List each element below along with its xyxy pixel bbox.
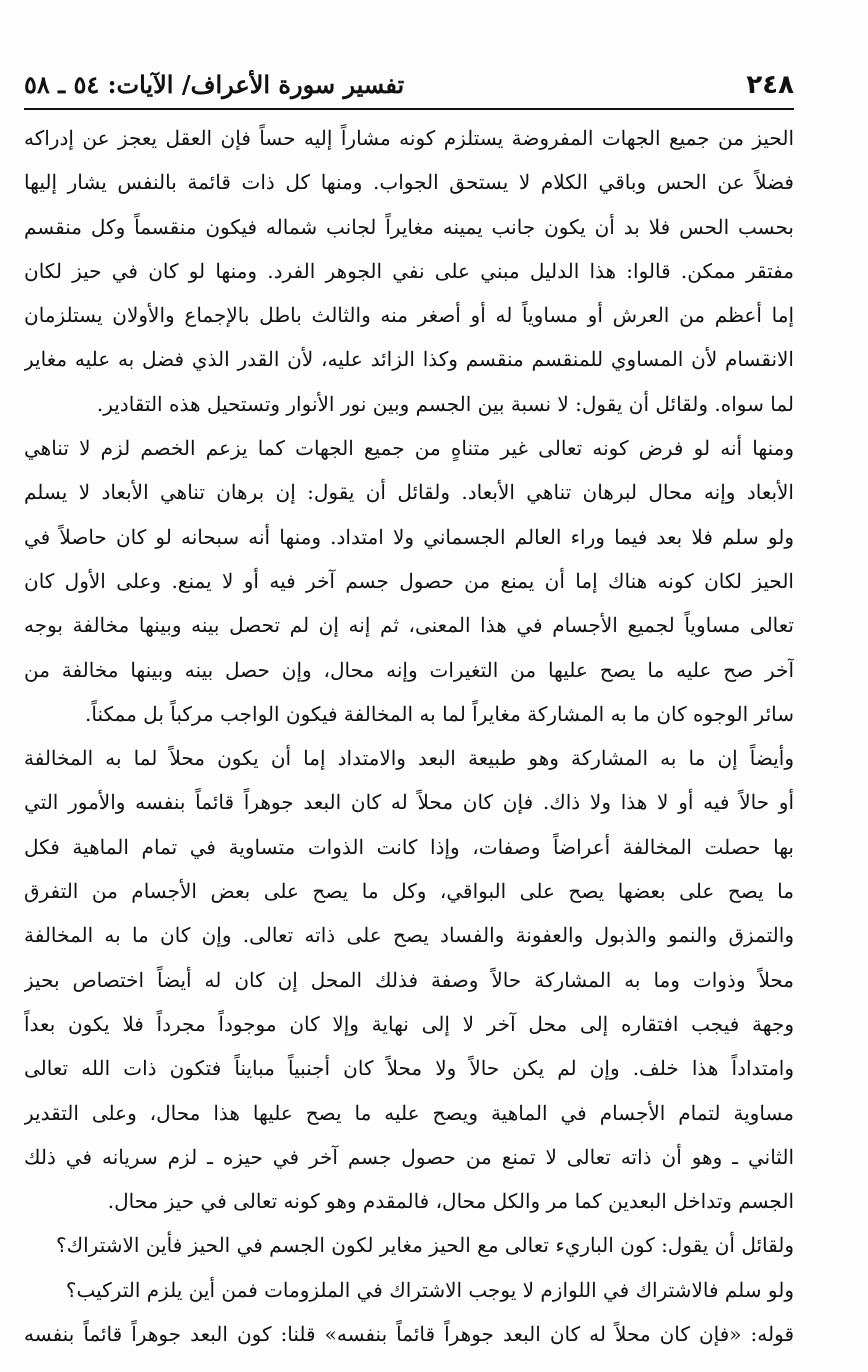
text-line: بحسب الحس فلا بد أن يكون جانب يمينه مغايراً لجانب شماله فيكون منقسماً وكل منقسم — [24, 214, 794, 239]
text-line: تعالى مساوياً لجميع الأجسام في هذا المعنى، ثم إنه إن لم تحصل بينه وبينها مخالفة بوجه — [24, 613, 794, 638]
text-line: بها حصلت المخالفة أعراضاً وصفات، وإذا كانت الذوات متساوية في تمام الماهية فكل — [24, 834, 794, 859]
text-line: ومنها أنه لو فرض كونه تعالى غير متناهٍ من جميع الجهات كما يزعم الخصم لزم لا تناهي — [24, 436, 794, 461]
text-line: أو حالاً فيه أو لا هذا ولا ذاك. فإن كان محلاً له كان البعد جوهراً قائماً بنفسه والأمور التي — [24, 790, 794, 815]
text-line: الحيز من جميع الجهات المفروضة يستلزم كونه مشاراً إليه حساً فإن العقل يعجز عن إدراكه — [24, 126, 794, 150]
header-divider — [24, 108, 794, 110]
text-line: ولو سلم فالاشتراك في اللوازم لا يوجب الاشتراك في الملزومات فمن أين يلزم التركيب؟ — [65, 1277, 794, 1302]
text-line: والتمزق والنمو والذبول والعفونة والفساد يصح على ذاته تعالى. وإن كان ما به المخالفة — [24, 923, 794, 948]
text-line: سائر الوجوه كان ما به المشاركة مغايراً لما به المخالفة فيكون الواجب مركباً بل ممكناً. — [85, 701, 794, 726]
text-line: وأيضاً إن ما به المشاركة وهو طبيعة البعد والامتداد إما أن يكون محلاً لما به المخالفة — [24, 746, 794, 771]
text-line: فضلاً عن الحس وباقي الكلام لا يستحق الجواب. ومنها كل ذات قائمة بالنفس يشار إليها — [24, 170, 794, 195]
running-title: تفسير سورة الأعراف/ الآيات: ٥٤ ـ ٥٨ — [24, 70, 405, 99]
text-line: الانقسام لأن المساوي للمنقسم منقسم وكذا الزائد عليه، لأن القدر الذي فضل به عليه مغاير — [24, 347, 794, 372]
body-text — [24, 116, 794, 1356]
text-line: الثاني ـ وهو أن ذاته تعالى لا تمنع من حصول جسم آخر في حيزه ـ لزم سريانه في ذلك — [24, 1144, 794, 1169]
running-header — [24, 66, 794, 110]
text-line: الجسم وتداخل البعدين كما مر والكل محال، فالمقدم وهو كونه تعالى في حيز محال. — [107, 1189, 794, 1214]
text-line: آخر صح عليه ما يصح عليها من التغيرات وإنه محال، وإن حصل بينه وبينها مخالفة من — [24, 657, 794, 682]
page-number: ٢٤٨ — [746, 70, 794, 100]
text-line: ولو سلم فلا بعد فيما وراء العالم الجسماني ولا امتداد. ومنها أنه سبحانه لو كان حاصلاً في — [24, 524, 794, 549]
text-line: الحيز لكان كونه هناك إما أن يمنع من حصول جسم آخر فيه أو لا يمنع. وعلى الأول كان — [24, 568, 794, 593]
text-line: وجهة فيجب افتقاره إلى محل آخر لا إلى نهاية وإلا كان موجوداً مجرداً فلا يكون بعداً — [24, 1011, 794, 1036]
text-line: قوله: «فإن كان محلاً له كان البعد جوهراً قائماً بنفسه» قلنا: كون البعد جوهراً قائماً بنفسه — [24, 1322, 794, 1347]
text-line: مفتقر ممكن. قالوا: هذا الدليل مبني على نفي الجوهر الفرد. ومنها لو كان في حيز لكان — [24, 258, 794, 283]
text-line: محلاً وذوات وما به المشاركة حالاً وصفة فذلك المحل إن كان له أيضاً اختصاص بحيز — [24, 967, 794, 992]
text-line: إما أعظم من العرش أو مساوياً له أو أصغر منه والثالث باطل بالإجماع والأولان يستلزمان — [24, 303, 794, 328]
text-line: وامتداداً هذا خلف. وإن لم يكن حالاً ولا محلاً كان أجنبياً مبايناً فتكون ذات الله تعالى — [24, 1056, 794, 1081]
text-line: ما يصح على بعضها يصح على البواقي، وكل ما يصح على بعض الأجسام من التفرق — [24, 879, 794, 904]
text-line: ولقائل أن يقول: كون الباريء تعالى مع الحيز مغاير لكون الجسم في الحيز فأين الاشتراك؟ — [56, 1233, 794, 1258]
text-line: الأبعاد وإنه محال لبرهان تناهي الأبعاد. ولقائل أن يقول: إن برهان تناهي الأبعاد لا يسلم — [24, 480, 794, 505]
text-line: مساوية لتمام الأجسام في الماهية ويصح عليه ما يصح عليها هذا محال، وعلى التقدير — [24, 1100, 794, 1125]
text-line: لما سواه. ولقائل أن يقول: لا نسبة بين الجسم وبين نور الأنوار وتستحيل هذه التقادير. — [96, 391, 794, 416]
